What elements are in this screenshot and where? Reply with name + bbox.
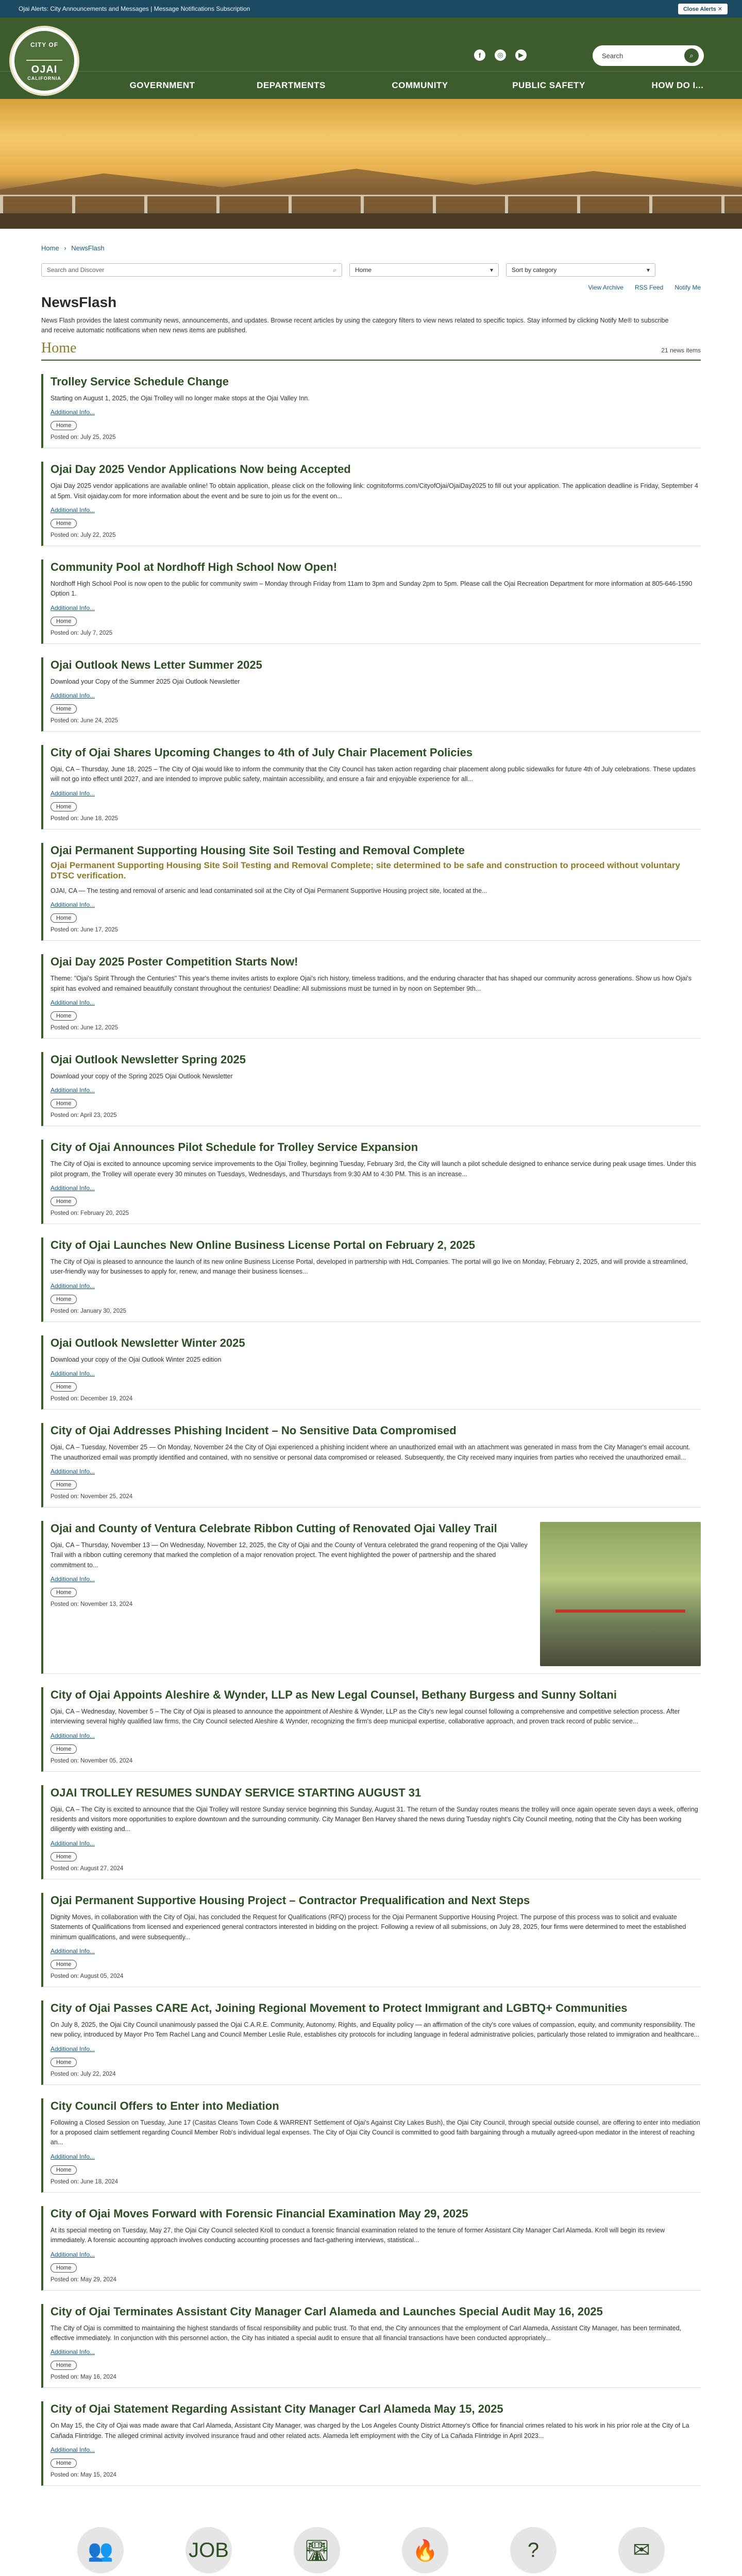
news-item xyxy=(41,1335,701,1410)
news-title[interactable]: City of Ojai Announces Pilot Schedule for Trolley Service Expansion xyxy=(50,1141,418,1154)
category-tag[interactable]: Home xyxy=(50,617,77,626)
additional-info-link[interactable]: Additional Info... xyxy=(50,789,95,797)
posted-date: Posted on: November 25, 2024 xyxy=(50,1493,133,1500)
instagram-icon[interactable]: ◎ xyxy=(495,49,506,61)
breadcrumb xyxy=(41,229,701,263)
quick-link[interactable] xyxy=(62,2527,139,2576)
nav-government[interactable]: GOVERNMENT xyxy=(129,80,195,90)
posted-date: Posted on: May 16, 2024 xyxy=(50,2374,116,2381)
news-body: Ojai, CA – The City is excited to announce that the Ojai Trolley will restore Sunday service beginning this Sunday, August 31. The return of the Sunday routes means the trolley will once again operate seven days a week, offering residents and visitors more opportunities to explore downtown and the surrounding community. City Manager Ben Harvey shared the news during Tuesday night's City Council meeting, noting that the City has been working diligently with existing and... xyxy=(50,1805,698,1833)
additional-info-link[interactable]: Additional Info... xyxy=(50,2153,95,2160)
page-intro: News Flash provides the latest community news, announcements, and updates. Browse recent articles by using the category filters to view news related to specific topics. Stay informed by clicking Notify Me® to subscribe and receive automatic notifications when new news items are published. xyxy=(41,317,669,334)
posted-date: Posted on: May 15, 2024 xyxy=(50,2472,116,2478)
job-icon[interactable]: JOB xyxy=(185,2527,232,2573)
news-body: Ojai Day 2025 vendor applications are available online! To obtain application, please click on the following link: cognitoforms.com/CityofOjai/OjaiDay2025 to fill out your application. The application deadline is Friday, September 4 at 5pm. Visit ojaiday.com for more information about the event and be sure to join us for the event on... xyxy=(50,482,698,500)
news-search-input[interactable] xyxy=(41,263,342,277)
logo-line1: CITY OF xyxy=(30,41,59,48)
site-header xyxy=(0,18,742,81)
additional-info-link[interactable]: Additional Info... xyxy=(50,998,95,1006)
view-archive-link[interactable]: View Archive xyxy=(588,284,623,291)
meetings-icon[interactable]: 👥 xyxy=(77,2527,124,2573)
connect-icon[interactable]: ✉ xyxy=(618,2527,665,2573)
news-item xyxy=(41,2098,701,2193)
category-tag[interactable]: Home xyxy=(50,1852,77,1861)
news-title[interactable]: City Council Offers to Enter into Mediation xyxy=(50,2099,279,2112)
news-item xyxy=(41,954,701,1039)
news-body: The City of Ojai is committed to maintaining the highest standards of fiscal responsibility and public trust. To that end, the City announces that the employment of Carl Alameda, Assistant City Manager, has been terminated, effective immediately. In conjunction with this personnel action, the City has initiated a special audit to ensure that all financial transactions have been conducted appropriately... xyxy=(50,2324,682,2342)
news-filters xyxy=(41,263,701,277)
posted-date: Posted on: February 20, 2025 xyxy=(50,1210,129,1216)
category-tag[interactable]: Home xyxy=(50,1295,77,1304)
news-title[interactable]: City of Ojai Statement Regarding Assistant City Manager Carl Alameda May 15, 2025 xyxy=(50,2402,503,2416)
additional-info-link[interactable]: Additional Info... xyxy=(50,1732,95,1739)
posted-date: Posted on: July 22, 2024 xyxy=(50,2071,116,2077)
category-tag[interactable]: Home xyxy=(50,913,77,923)
posted-date: Posted on: June 18, 2024 xyxy=(50,2178,119,2185)
quick-link[interactable] xyxy=(278,2527,356,2576)
additional-info-link[interactable]: Additional Info... xyxy=(50,1947,95,1955)
news-body: Ojai, CA – Tuesday, November 25 — On Monday, November 24 the City of Ojai experienced a phishing incident where an unauthorized email with an attachment was generated in mass from the City Manager's email account. The unauthorized email was promptly identified and contained, with no sensitive or personal data compromised or released. Subsequently, the City received many inquiries from parties who received the unauthorized email... xyxy=(50,1444,690,1461)
news-item xyxy=(41,745,701,829)
additional-info-link[interactable]: Additional Info... xyxy=(50,901,95,909)
additional-info-link[interactable]: Additional Info... xyxy=(50,1184,95,1192)
news-body: Download your copy of the Ojai Outlook Winter 2025 edition xyxy=(50,1355,222,1363)
news-body: Download your Copy of the Summer 2025 Ojai Outlook Newsletter xyxy=(50,677,240,685)
posted-date: Posted on: August 27, 2024 xyxy=(50,1865,124,1872)
youtube-icon[interactable]: ▶ xyxy=(515,49,527,61)
category-tag[interactable]: Home xyxy=(50,2263,77,2273)
news-title[interactable]: Ojai Permanent Supportive Housing Project – Contractor Prequalification and Next Steps xyxy=(50,1893,530,1907)
quick-link[interactable] xyxy=(170,2527,247,2576)
news-title[interactable]: Ojai Outlook Newsletter Spring 2025 xyxy=(50,1053,246,1066)
location-value: Home xyxy=(355,266,372,274)
news-item xyxy=(41,843,701,941)
hero-banner xyxy=(0,99,742,229)
facebook-icon[interactable]: f xyxy=(474,49,485,61)
chevron-down-icon: ▾ xyxy=(490,266,493,274)
news-title[interactable]: Ojai Day 2025 Poster Competition Starts Now! xyxy=(50,955,298,969)
news-body: At its special meeting on Tuesday, May 27, the Ojai City Council selected Kroll to conduct a forensic financial examination related to the tenure of former Assistant City Manager Carl Alameda. Kroll will begin its review immediately. A forensic accounting approach involves conducting accounting processes and fact-gathering interviews, statistical... xyxy=(50,2226,665,2244)
additional-info-link[interactable]: Additional Info... xyxy=(50,1575,95,1583)
additional-info-link[interactable]: Additional Info... xyxy=(50,2348,95,2356)
road-icon[interactable]: 🛣 xyxy=(294,2527,340,2573)
quick-link[interactable] xyxy=(603,2527,680,2576)
posted-date: Posted on: May 29, 2024 xyxy=(50,2276,116,2283)
section-header xyxy=(41,340,701,361)
breadcrumb-current: NewsFlash xyxy=(71,244,105,252)
header-social xyxy=(474,49,527,61)
header-search[interactable] xyxy=(593,45,704,66)
category-tag[interactable]: Home xyxy=(50,519,77,528)
notify-me-link[interactable]: Notify Me xyxy=(674,284,701,291)
posted-date: Posted on: November 05, 2024 xyxy=(50,1757,133,1764)
additional-info-link[interactable]: Additional Info... xyxy=(50,506,95,514)
additional-info-link[interactable]: Additional Info... xyxy=(50,692,95,699)
category-tag[interactable]: Home xyxy=(50,1099,77,1108)
category-tag[interactable]: Home xyxy=(50,2361,77,2370)
news-body: Ojai, CA – Thursday, November 13 — On Wednesday, November 12, 2025, the City of Ojai and the County of Ventura celebrated the grand reopening of the Ojai Valley Trail with a ribbon cutting ceremony that marked the completion of a major renovation project. The event highlighted the power of partnership and the shared commitment to... xyxy=(50,1541,528,1569)
news-subtitle: Ojai Permanent Supporting Housing Site Soil Testing and Removal Complete; site determined to be safe and construction to proceed without voluntary DTSC verification. xyxy=(50,860,680,880)
news-title[interactable]: City of Ojai Appoints Aleshire & Wynder, LLP as New Legal Counsel, Bethany Burgess and Sunny Soltani xyxy=(50,1688,617,1701)
news-item xyxy=(41,1423,701,1507)
news-item xyxy=(41,1893,701,1987)
news-body: Following a Closed Session on Tuesday, June 17 (Casitas Cleans Town Code & WARRENT Settlement of Ojai's Against City Lakes Bush), the Ojai City Council, through special outside counsel, are offering to enter into mediation for a proposed claim settlement regarding Council Member Rob's individual legal expenses. The City of Ojai City Council is committed to good faith bargaining through a mutually agreed-upon mediator in the interest of reaching an... xyxy=(50,2119,700,2146)
posted-date: Posted on: June 12, 2025 xyxy=(50,1024,119,1031)
posted-date: Posted on: December 19, 2024 xyxy=(50,1396,133,1402)
rss-feed-link[interactable]: RSS Feed xyxy=(634,284,664,291)
category-tag[interactable]: Home xyxy=(50,1744,77,1754)
news-item xyxy=(41,1140,701,1224)
news-body: OJAI, CA — The testing and removal of arsenic and lead contaminated soil at the City of Ojai Permanent Supportive Housing project site, located at the... xyxy=(50,887,487,894)
news-title[interactable]: Ojai Outlook Newsletter Winter 2025 xyxy=(50,1336,245,1349)
news-item xyxy=(41,1052,701,1126)
search-placeholder: Search and Discover xyxy=(47,266,105,274)
news-title[interactable]: Ojai Day 2025 Vendor Applications Now being Accepted xyxy=(50,463,351,476)
news-body: Starting on August 1, 2025, the Ojai Trolley will no longer make stops at the Ojai Valley Inn. xyxy=(50,394,310,402)
news-item xyxy=(41,2001,701,2085)
question-icon[interactable]: ? xyxy=(510,2527,556,2573)
category-tag[interactable]: Home xyxy=(50,1382,77,1392)
category-tag[interactable]: Home xyxy=(50,1588,77,1597)
news-item xyxy=(41,1687,701,1772)
news-title[interactable]: Ojai and County of Ventura Celebrate Ribbon Cutting of Renovated Ojai Valley Trail xyxy=(50,1521,497,1535)
news-item xyxy=(41,560,701,644)
category-tag[interactable]: Home xyxy=(50,2459,77,2468)
ribbon-cutting-photo[interactable] xyxy=(540,1522,701,1666)
category-tag[interactable]: Home xyxy=(50,1011,77,1021)
city-logo[interactable] xyxy=(9,26,79,96)
news-item xyxy=(41,374,701,448)
posted-date: Posted on: June 17, 2025 xyxy=(50,927,119,934)
alert-bar xyxy=(0,0,742,18)
news-title[interactable]: City of Ojai Launches New Online Business License Portal on February 2, 2025 xyxy=(50,1239,476,1251)
additional-info-link[interactable]: Additional Info... xyxy=(50,409,95,416)
sort-value: Sort by category xyxy=(512,266,557,274)
news-body: Ojai, CA – Wednesday, November 5 – The City of Ojai is pleased to announce the appointment of Aleshire & Wynder, LLP as the City's new legal counsel following a comprehensive and competitive selection process. After interviewing several highly qualified law firms, the City Council selected Aleshire & Wynder, recognizing the firm's deep municipal expertise, collaborative approach, and proven track record of public service... xyxy=(50,1707,680,1725)
posted-date: Posted on: June 18, 2025 xyxy=(50,815,119,822)
additional-info-link[interactable]: Additional Info... xyxy=(50,2446,95,2453)
additional-info-link[interactable]: Additional Info... xyxy=(50,1282,95,1290)
posted-date: Posted on: July 7, 2025 xyxy=(50,630,113,636)
additional-info-link[interactable]: Additional Info... xyxy=(50,2045,95,2053)
quick-link[interactable] xyxy=(386,2527,464,2576)
posted-date: Posted on: July 25, 2025 xyxy=(50,434,116,441)
news-item xyxy=(41,1785,701,1879)
news-title[interactable]: City of Ojai Terminates Assistant City Manager Carl Alameda and Launches Special Audit May 16, 2025 xyxy=(50,2304,603,2318)
chevron-down-icon: ▾ xyxy=(646,266,650,274)
category-tag[interactable]: Home xyxy=(50,1197,77,1206)
breadcrumb-home[interactable]: Home xyxy=(41,244,59,252)
item-count: 21 news items xyxy=(661,346,701,354)
additional-info-link[interactable]: Additional Info... xyxy=(50,604,95,612)
fire-icon[interactable]: 🔥 xyxy=(402,2527,448,2573)
page-title: NewsFlash xyxy=(41,294,117,310)
quick-links xyxy=(41,2527,701,2576)
news-title[interactable]: Trolley Service Schedule Change xyxy=(50,375,229,388)
main-content xyxy=(41,229,701,2576)
additional-info-link[interactable]: Additional Info... xyxy=(50,1839,95,1847)
search-icon[interactable]: ⌕ xyxy=(333,266,336,274)
search-input[interactable]: Search xyxy=(602,52,623,60)
news-list xyxy=(41,374,701,2486)
news-title[interactable]: City of Ojai Shares Upcoming Changes to 4th of July Chair Placement Policies xyxy=(50,746,473,759)
breadcrumb-separator: › xyxy=(64,244,66,252)
news-body: On July 8, 2025, the Ojai City Council unanimously passed the Ojai C.A.R.E. Community, Autonomy, Rights, and Equality policy — an affirmation of the city's core values of compassion, equity, and community responsibility. The new policy, introduced by Mayor Pro Tem Rachel Lang and Council Member Leslie Rule, establishes city protocols for including language in federal administrative policies, particularly those related to immigration and healthcare... xyxy=(50,2021,700,2039)
news-body: On May 15, the City of Ojai was made aware that Carl Alameda, Assistant City Manager, was charged by the Los Angeles County District Attorney's Office for financial crimes related to his work in his prior role at the City of La Cañada Flintridge. The alleged criminal activity involved insurance fraud and other related acts. Alameda left employment with the City of La Cañada Flintridge in April 2023... xyxy=(50,2422,689,2439)
news-title[interactable]: City of Ojai Addresses Phishing Incident – No Sensitive Data Compromised xyxy=(50,1424,457,1437)
close-alerts-button[interactable]: Close Alerts ✕ xyxy=(678,4,728,14)
category-tag[interactable]: Home xyxy=(50,1960,77,1969)
additional-info-link[interactable]: Additional Info... xyxy=(50,1087,95,1094)
search-icon[interactable]: ⌕ xyxy=(684,48,699,63)
quick-link[interactable] xyxy=(495,2527,572,2576)
logo-line3: CALIFORNIA xyxy=(27,75,61,81)
section-title[interactable]: Home xyxy=(41,340,77,356)
news-title[interactable]: OJAI TROLLEY RESUMES SUNDAY SERVICE STARTING AUGUST 31 xyxy=(50,1786,421,1799)
category-tag[interactable]: Home xyxy=(50,2058,77,2067)
posted-date: Posted on: January 30, 2025 xyxy=(50,1308,127,1314)
news-item xyxy=(41,462,701,546)
posted-date: Posted on: November 13, 2024 xyxy=(50,1601,133,1607)
posted-date: Posted on: August 05, 2024 xyxy=(50,1973,124,1979)
alert-text[interactable]: Ojai Alerts: City Announcements and Messages | Message Notifications Subscription xyxy=(19,5,250,12)
posted-date: Posted on: July 22, 2025 xyxy=(50,532,116,538)
news-body: Dignity Moves, in collaboration with the City of Ojai, has concluded the Request for Qualifications (RFQ) process for the Ojai Permanent Supportive Housing Project. The purpose of this process was to solicit and evaluate Statements of Qualifications from licensed and experienced general contractors interested in bidding on the project. Following a review of all submissions, on July 28, 2025, four firms were determined to meet the established minimum qualifications, and were subsequently... xyxy=(50,1913,686,1941)
news-item xyxy=(41,657,701,732)
news-item xyxy=(41,1521,701,1674)
news-item xyxy=(41,1238,701,1322)
nav-how-do-i[interactable]: HOW DO I... xyxy=(651,80,704,90)
news-item xyxy=(41,2304,701,2388)
news-body: The City of Ojai is excited to announce upcoming service improvements to the Ojai Trolley, beginning Tuesday, February 3rd, the City will launch a pilot schedule designed to enhance service during peak usage times. Under this pilot program, the Trolley will operate every 30 minutes on Tuesdays, Wednesdays, and Thursdays from 9:30 AM to 4:30 PM. This is an increase... xyxy=(50,1160,696,1178)
nav-public-safety[interactable]: PUBLIC SAFETY xyxy=(512,80,585,90)
news-item xyxy=(41,2401,701,2486)
news-body: Download your copy of the Spring 2025 Ojai Outlook Newsletter xyxy=(50,1072,233,1080)
nav-community[interactable]: COMMUNITY xyxy=(392,80,448,90)
news-tools xyxy=(41,277,701,291)
category-tag[interactable]: Home xyxy=(50,1480,77,1489)
sort-select[interactable] xyxy=(506,263,655,277)
news-item xyxy=(41,2206,701,2291)
posted-date: Posted on: June 24, 2025 xyxy=(50,718,119,724)
category-tag[interactable]: Home xyxy=(50,704,77,714)
main-nav xyxy=(0,71,742,99)
news-title[interactable]: Ojai Permanent Supporting Housing Site Soil Testing and Removal Complete xyxy=(50,843,465,857)
location-select[interactable] xyxy=(349,263,499,277)
additional-info-link[interactable]: Additional Info... xyxy=(50,2250,95,2258)
news-body: Ojai, CA – Thursday, June 18, 2025 – The City of Ojai would like to inform the community that the City Council has taken action regarding chair placement along public sidewalks for future 4th of July celebrations. These updates will not go into effect until 2027, and are intended to improve public safety, maintain accessibility, and ensure a fair and enjoyable experience for all... xyxy=(50,766,696,783)
nav-departments[interactable]: DEPARTMENTS xyxy=(257,80,326,90)
news-title[interactable]: Ojai Outlook News Letter Summer 2025 xyxy=(50,658,262,671)
news-body: The City of Ojai is pleased to announce the launch of its new online Business License Portal, developed in partnership with HdL Companies. The portal will go live on Monday, February 2, 2025, and will provide a streamlined, user-friendly way for businesses to apply for, renew, and manage their business licenses... xyxy=(50,1258,688,1276)
category-tag[interactable]: Home xyxy=(50,2165,77,2175)
category-tag[interactable]: Home xyxy=(50,802,77,811)
news-body: Nordhoff High School Pool is now open to the public for community swim – Monday through Friday from 11am to 3pm and Sunday 2pm to 5pm. Please call the Ojai Recreation Department for more information at 805-646-1590 Option 1. xyxy=(50,580,693,598)
logo-line2: OJAI xyxy=(31,63,58,75)
news-body: Theme: "Ojai's Spirit Through the Centuries" This year's theme invites artists to explore Ojai's rich history, timeless traditions, and the enduring character that has shaped our community across generations. Show us how Ojai's spirit has evolved and remained beautifully constant throughout the centuries! Deadline: All submissions must be turned in by noon on September 9th... xyxy=(50,975,692,992)
news-title[interactable]: Community Pool at Nordhoff High School Now Open! xyxy=(50,560,338,573)
news-title[interactable]: City of Ojai Passes CARE Act, Joining Regional Movement to Protect Immigrant and LGBTQ+ Communities xyxy=(50,2001,628,2014)
posted-date: Posted on: April 23, 2025 xyxy=(50,1112,117,1119)
news-title[interactable]: City of Ojai Moves Forward with Forensic Financial Examination May 29, 2025 xyxy=(50,2207,468,2220)
additional-info-link[interactable]: Additional Info... xyxy=(50,1370,95,1378)
category-tag[interactable]: Home xyxy=(50,421,77,430)
additional-info-link[interactable]: Additional Info... xyxy=(50,1467,95,1475)
